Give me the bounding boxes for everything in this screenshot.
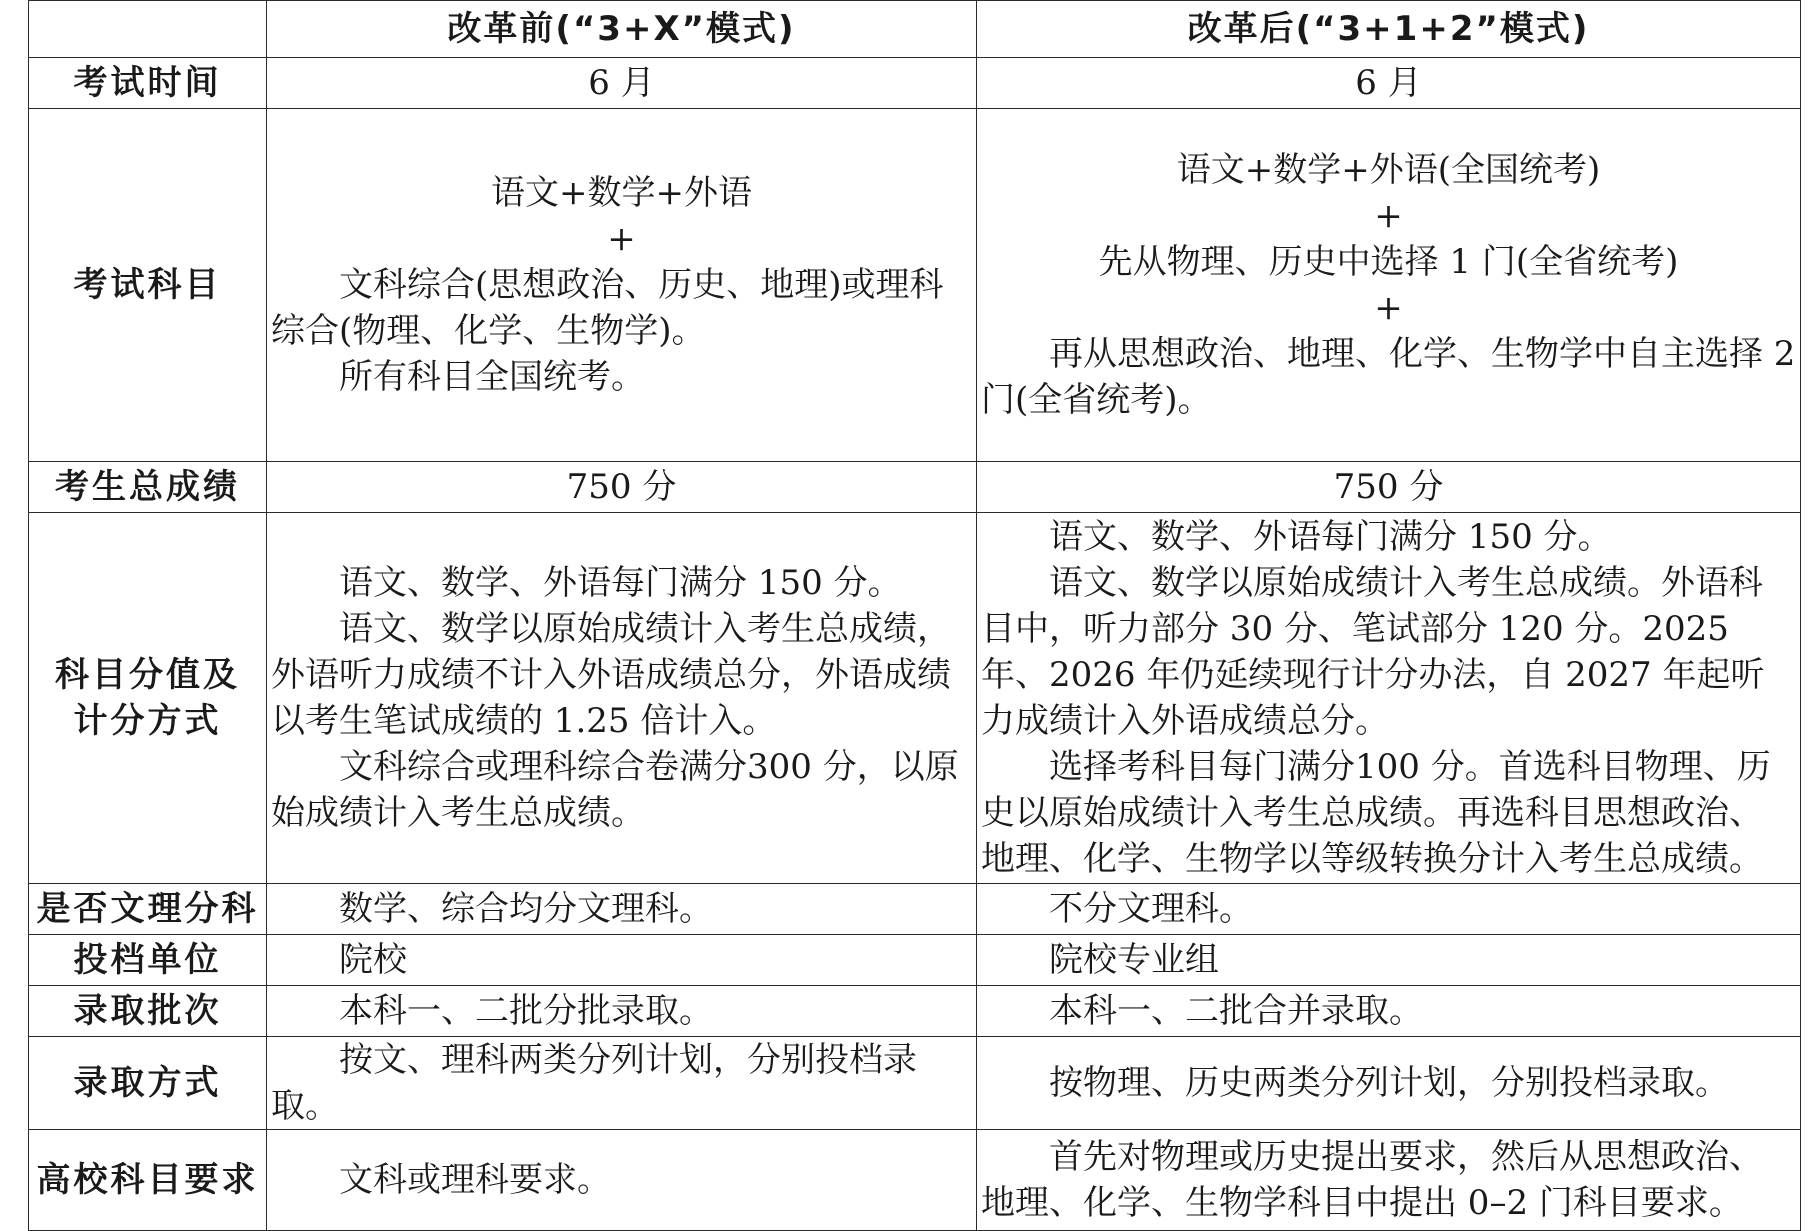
row-label-admission-batch: 录取批次 <box>29 986 267 1037</box>
row-label-total-score: 考生总成绩 <box>29 462 267 513</box>
text-paragraph: 按物理、历史两类分列计划，分别投档录取。 <box>1049 1063 1729 1103</box>
cell-before-admission-batch <box>267 986 977 1037</box>
text-paragraph: 文科或理科要求。 <box>339 1160 611 1200</box>
text-paragraph: 语文、数学、外语每门满分 150 分。 <box>1049 517 1612 557</box>
text-paragraph: 语文、数学以原始成绩计入考生总成绩。外语科目中，听力部分 30 分、笔试部分 120 分。2025 年、2026 年仍延续现行计分办法，自 2027 年起听力成绩计入外语成绩总分。 <box>981 563 1765 741</box>
cell-after-subject-requirements <box>977 1130 1801 1231</box>
table-row <box>29 109 1801 462</box>
text-paragraph: 语文、数学、外语每门满分 150 分。 <box>339 563 902 603</box>
label-line: 计分方式 <box>73 701 222 741</box>
cell-after-total-score: 750 分 <box>977 462 1801 513</box>
table-row <box>29 884 1801 935</box>
table-row <box>29 513 1801 884</box>
table-row <box>29 1130 1801 1231</box>
row-label-subject-division: 是否文理分科 <box>29 884 267 935</box>
text-paragraph: 选择考科目每门满分100 分。首选科目物理、历史以原始成绩计入考生总成绩。再选科目思想政治、地理、化学、生物学以等级转换分计入考生总成绩。 <box>981 747 1771 879</box>
row-label-admission-method: 录取方式 <box>29 1037 267 1130</box>
plus-sign: + <box>1374 196 1403 236</box>
plus-sign: + <box>607 219 636 259</box>
header-row <box>29 1 1801 58</box>
reform-comparison-table <box>28 0 1801 1231</box>
cell-after-admission-unit <box>977 935 1801 986</box>
cell-after-scoring-method <box>977 513 1801 884</box>
text-paragraph: 文科综合或理科综合卷满分300 分，以原始成绩计入考生总成绩。 <box>271 747 959 833</box>
text-line: 语文+数学+外语(全国统考) <box>1176 150 1601 190</box>
comparison-sheet <box>28 0 1800 1231</box>
table-row <box>29 462 1801 513</box>
text-paragraph: 院校 <box>339 940 407 980</box>
text-paragraph: 语文、数学以原始成绩计入考生总成绩，外语听力成绩不计入外语成绩总分，外语成绩以考生笔试成绩的 1.25 倍计入。 <box>271 609 951 741</box>
text-paragraph: 首先对物理或历史提出要求，然后从思想政治、地理、化学、生物学科目中提出 0–2 门科目要求。 <box>981 1137 1763 1223</box>
table-row <box>29 1037 1801 1130</box>
row-label-exam-subjects: 考试科目 <box>29 109 267 462</box>
text-paragraph: 所有科目全国统考。 <box>339 357 645 397</box>
cell-before-subject-requirements <box>267 1130 977 1231</box>
row-label-scoring-method <box>29 513 267 884</box>
cell-after-admission-method <box>977 1037 1801 1130</box>
table-row <box>29 986 1801 1037</box>
table-row <box>29 58 1801 109</box>
header-before-reform: 改革前(“3+X”模式) <box>267 1 977 58</box>
cell-before-subject-division <box>267 884 977 935</box>
text-paragraph: 按文、理科两类分列计划，分别投档录取。 <box>271 1040 917 1126</box>
cell-after-exam-subjects <box>977 109 1801 462</box>
cell-after-admission-batch <box>977 986 1801 1037</box>
table-row <box>29 935 1801 986</box>
header-after-reform: 改革后(“3+1+2”模式) <box>977 1 1801 58</box>
plus-sign: + <box>1374 288 1403 328</box>
cell-before-total-score: 750 分 <box>267 462 977 513</box>
row-label-admission-unit: 投档单位 <box>29 935 267 986</box>
cell-before-exam-subjects <box>267 109 977 462</box>
cell-before-admission-unit <box>267 935 977 986</box>
corner-cell <box>29 1 267 58</box>
text-paragraph: 本科一、二批分批录取。 <box>339 991 713 1031</box>
cell-before-admission-method <box>267 1037 977 1130</box>
text-line: 先从物理、历史中选择 1 门(全省统考) <box>1098 242 1679 282</box>
row-label-exam-time: 考试时间 <box>29 58 267 109</box>
label-line: 科目分值及 <box>55 655 240 695</box>
text-paragraph: 不分文理科。 <box>1049 889 1253 929</box>
text-paragraph: 本科一、二批合并录取。 <box>1049 991 1423 1031</box>
cell-before-exam-time: 6 月 <box>267 58 977 109</box>
text-paragraph: 院校专业组 <box>1049 940 1219 980</box>
text-line: 语文+数学+外语 <box>491 173 752 213</box>
row-label-subject-requirements: 高校科目要求 <box>29 1130 267 1231</box>
text-paragraph: 文科综合(思想政治、历史、地理)或理科综合(物理、化学、生物学)。 <box>271 265 944 351</box>
cell-before-scoring-method <box>267 513 977 884</box>
cell-after-subject-division <box>977 884 1801 935</box>
cell-after-exam-time: 6 月 <box>977 58 1801 109</box>
text-paragraph: 再从思想政治、地理、化学、生物学中自主选择 2 门(全省统考)。 <box>981 334 1796 420</box>
text-paragraph: 数学、综合均分文理科。 <box>339 889 713 929</box>
